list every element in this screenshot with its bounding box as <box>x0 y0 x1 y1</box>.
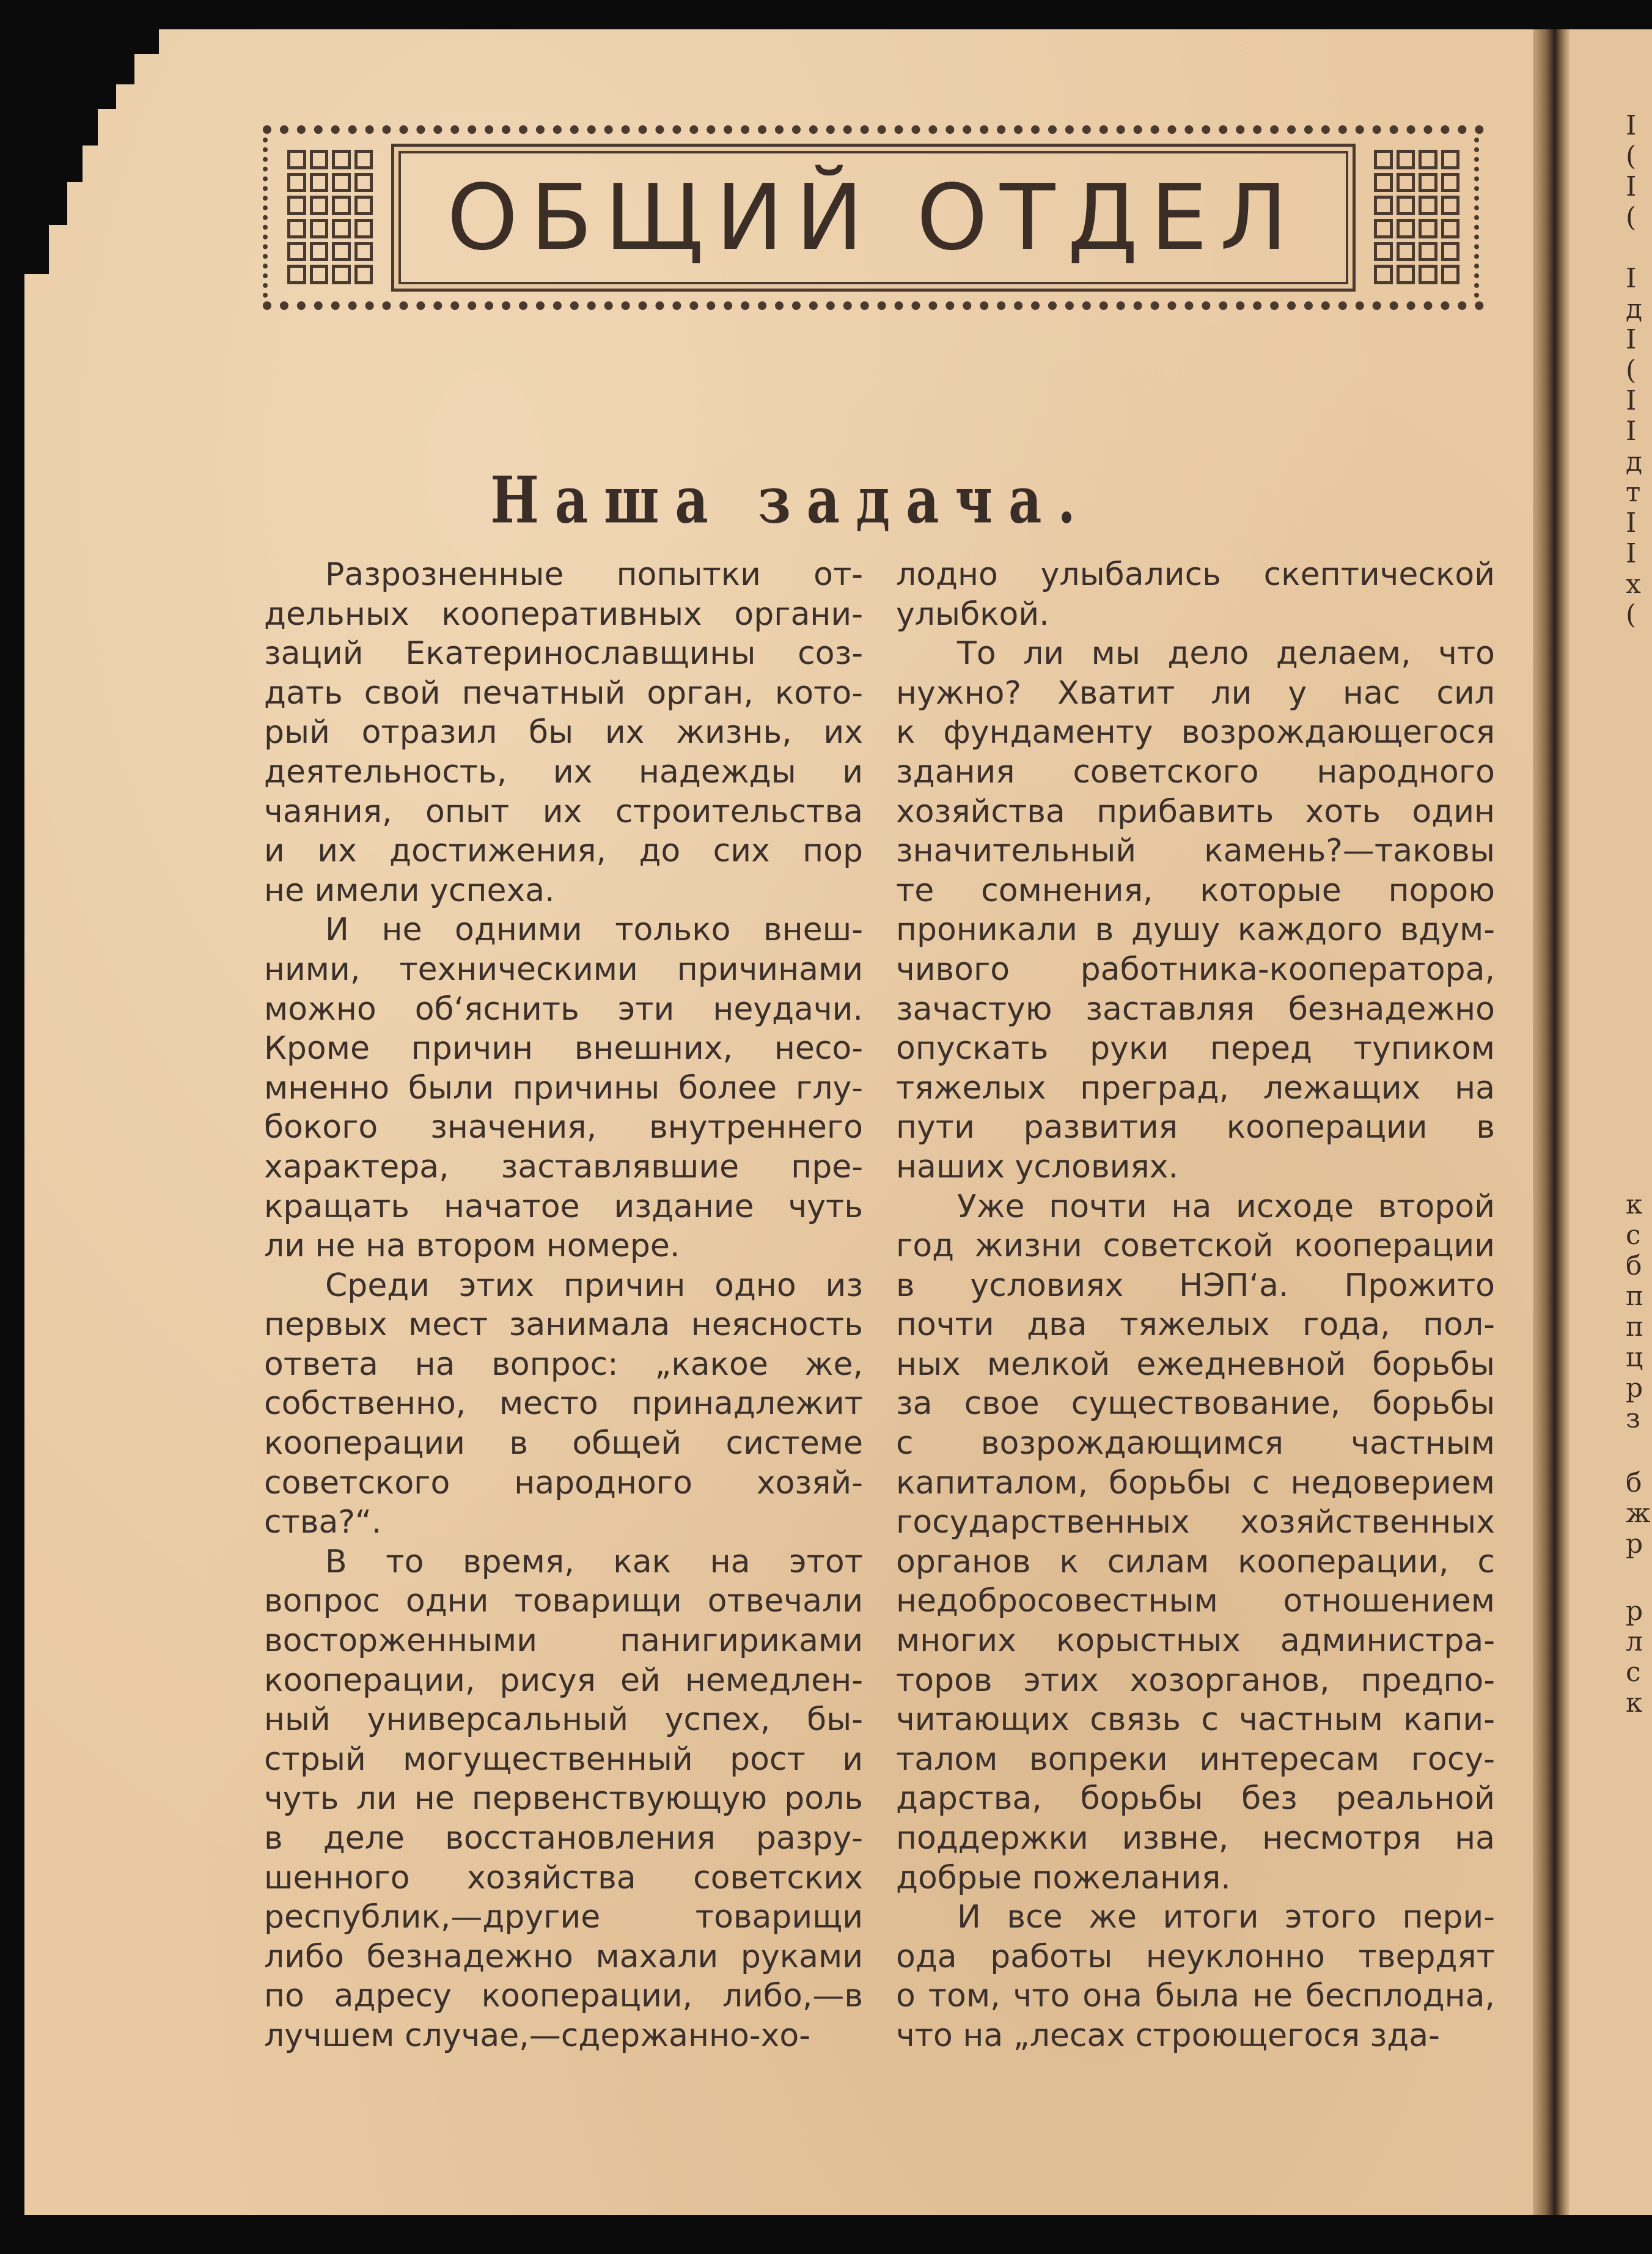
text-line: те сомнения, которые порою <box>896 872 1495 909</box>
text-line: хозяйства прибавить хоть один <box>896 793 1495 830</box>
text-line: почти два тяжелых года, пол- <box>896 1306 1495 1344</box>
adjacent-page-letter: I <box>1626 171 1637 202</box>
text-line: зачастую заставляя безнадежно <box>896 990 1495 1028</box>
adjacent-page-letter: I <box>1626 538 1637 569</box>
torn-edge <box>24 109 98 145</box>
adjacent-page-letter: р <box>1626 1528 1643 1560</box>
banner-side-left <box>263 138 273 298</box>
text-line: в условиях НЭП‘а. Прожито <box>896 1267 1495 1304</box>
adjacent-page-letter: с <box>1626 1657 1641 1688</box>
adjacent-page-letter: л <box>1626 1626 1643 1657</box>
page-fold <box>1533 29 1569 2215</box>
text-line: читающих связь с частным капи- <box>896 1701 1495 1739</box>
text-line: государственных хозяйственных <box>896 1504 1495 1541</box>
adjacent-page-letter: I <box>1626 507 1637 539</box>
article-title: Наша задача. <box>490 462 1092 538</box>
text-line: талом вопреки интересам госу- <box>896 1740 1495 1778</box>
banner-side-right <box>1474 138 1484 298</box>
text-line: можно об‘яснить эти неудачи. <box>264 990 863 1028</box>
text-line: Среди этих причин одно из <box>325 1267 863 1304</box>
text-line: бокого значения, внутреннего <box>264 1109 863 1146</box>
text-line: ними, техническими причинами <box>264 951 863 988</box>
adjacent-page-letter: ж <box>1626 1498 1651 1529</box>
torn-edge <box>24 84 116 109</box>
text-line: либо безнадежно махали руками <box>264 1938 863 1975</box>
text-line: по адресу кооперации, либо,—в <box>264 1978 863 2015</box>
adjacent-page-letter: I <box>1626 324 1637 355</box>
text-line: заций Екатеринославщины соз- <box>264 635 863 672</box>
adjacent-page-letter: п <box>1626 1281 1644 1312</box>
text-line: лодно улыбались скептической <box>896 556 1495 593</box>
text-line: кооперации в общей системе <box>264 1425 863 1462</box>
banner-ornament-right <box>1374 150 1459 284</box>
text-line: советского народного хозяй- <box>264 1464 863 1501</box>
text-line: восторженными панигириками <box>264 1622 863 1660</box>
text-line: дарства, борьбы без реальной <box>896 1780 1495 1818</box>
adjacent-page-letter: I <box>1626 110 1637 141</box>
text-line: ства?“. <box>264 1504 382 1541</box>
adjacent-page-letter: б <box>1626 1250 1642 1281</box>
text-line: здания советского народного <box>896 753 1495 790</box>
adjacent-page-letter: р <box>1626 1596 1643 1627</box>
adjacent-page-letter: I <box>1626 263 1637 294</box>
text-line: не имели успеха. <box>264 872 555 909</box>
text-line: дельных кооперативных органи- <box>264 595 863 633</box>
text-line: характера, заставлявшие пре- <box>264 1148 863 1185</box>
text-line: торов этих хозорганов, предпо- <box>896 1662 1495 1699</box>
text-line: пути развития кооперации в <box>896 1109 1495 1146</box>
text-line: И не одними только внеш- <box>325 912 863 949</box>
text-line: органов к силам кооперации, с <box>896 1543 1495 1580</box>
adjacent-page-letter: ( <box>1626 202 1637 233</box>
text-line: в деле восстановления разру- <box>264 1820 863 1857</box>
text-line: ода работы неуклонно твердят <box>896 1938 1495 1975</box>
adjacent-page-letter: I <box>1626 416 1637 447</box>
banner-ornament-left <box>287 150 373 284</box>
adjacent-page-letter: т <box>1626 477 1641 508</box>
adjacent-page-letter: к <box>1626 1687 1643 1718</box>
text-line: тяжелых преград, лежащих на <box>896 1069 1495 1107</box>
adjacent-page-letter: ц <box>1626 1342 1643 1373</box>
text-line: ных мелкой ежедневной борьбы <box>896 1346 1495 1383</box>
adjacent-page-letter: з <box>1626 1403 1640 1434</box>
text-line: деятельность, их надежды и <box>264 753 863 790</box>
text-line: ли не на втором номере. <box>264 1228 680 1265</box>
adjacent-page-letter: б <box>1626 1467 1642 1498</box>
text-line: республик,—другие товарищи <box>264 1899 863 1936</box>
text-line: значительный камень?—таковы <box>896 833 1495 870</box>
text-line: вопрос одни товарищи отвечали <box>264 1583 863 1620</box>
adjacent-page-letter: ( <box>1626 141 1637 172</box>
adjacent-page-letter: с <box>1626 1220 1641 1251</box>
text-line: улыбкой. <box>896 595 1049 633</box>
text-line: добрые пожелания. <box>896 1859 1231 1896</box>
text-line: кращать начатое издание чуть <box>264 1188 863 1225</box>
text-line: опускать руки перед тупиком <box>896 1030 1495 1067</box>
text-line: кооперации, рисуя ей немедлен- <box>264 1662 863 1699</box>
text-line: наших условиях. <box>896 1148 1178 1185</box>
adjacent-page-letter: п <box>1626 1311 1644 1342</box>
text-line: нужно? Хватит ли у нас сил <box>896 674 1495 712</box>
text-line: рый отразил бы их жизнь, их <box>264 714 863 751</box>
text-line: о том, что она была не бесплодна, <box>896 1978 1495 2015</box>
text-line: первых мест занимала неясность <box>264 1306 863 1344</box>
text-line: дать свой печатный орган, кото- <box>264 674 863 712</box>
adjacent-page-letter: д <box>1626 446 1643 477</box>
text-line: что на „лесах строющегося зда- <box>896 2017 1440 2054</box>
adjacent-page-letter: д <box>1626 293 1643 325</box>
adjacent-page-letter: р <box>1626 1372 1643 1404</box>
text-line: капиталом, борьбы с недоверием <box>896 1464 1495 1501</box>
torn-edge <box>24 29 159 54</box>
text-line: мненно были причины более глу- <box>264 1069 863 1107</box>
text-line: В то время, как на этот <box>325 1543 863 1580</box>
text-line: с возрождающимся частным <box>896 1425 1495 1462</box>
adjacent-page <box>1569 29 1652 2215</box>
adjacent-page-letter: I <box>1626 385 1637 416</box>
section-title: ОБЩИЙ ОТДЕЛ <box>447 165 1300 270</box>
text-line: и их достижения, до сих пор <box>264 833 863 870</box>
text-line: лучшем случае,—сдержанно-хо- <box>264 2017 810 2054</box>
text-line: многих корыстных администра- <box>896 1622 1495 1660</box>
text-line: собственно, место принадлежит <box>264 1385 863 1423</box>
adjacent-page-letter: к <box>1626 1189 1643 1220</box>
adjacent-page-letter: ( <box>1626 355 1637 386</box>
torn-edge <box>24 54 134 84</box>
text-line: стрый могущественный рост и <box>264 1740 863 1778</box>
text-line: ный универсальный успех, бы- <box>264 1701 863 1739</box>
text-line: чаяния, опыт их строительства <box>264 793 863 830</box>
text-line: чуть ли не первенствующую роль <box>264 1780 863 1818</box>
text-line: То ли мы дело делаем, что <box>957 635 1495 672</box>
text-line: Кроме причин внешних, несо- <box>264 1030 863 1067</box>
text-line: год жизни советской кооперации <box>896 1228 1495 1265</box>
text-line: Разрозненные попытки от- <box>325 556 863 593</box>
article-column-right <box>896 555 1495 2056</box>
text-line: шенного хозяйства советских <box>264 1859 863 1896</box>
section-banner <box>263 125 1484 310</box>
text-line: ответа на вопрос: „какое же, <box>264 1346 863 1383</box>
text-line: недобросовестным отношением <box>896 1583 1495 1620</box>
torn-edge <box>24 182 67 225</box>
article-column-left <box>264 555 863 2056</box>
adjacent-page-letter: ( <box>1626 599 1637 630</box>
text-line: проникали в душу каждого вдум- <box>896 912 1495 949</box>
text-line: за свое существование, борьбы <box>896 1385 1495 1423</box>
text-line: И все же итоги этого пери- <box>957 1899 1495 1936</box>
text-line: к фундаменту возрождающегося <box>896 714 1495 751</box>
torn-edge <box>24 225 49 274</box>
adjacent-page-letter: х <box>1626 569 1641 600</box>
torn-edge <box>24 145 83 182</box>
text-line: чивого работника-кооператора, <box>896 951 1495 988</box>
text-line: поддержки извне, несмотря на <box>896 1820 1495 1857</box>
text-line: Уже почти на исходе второй <box>957 1188 1495 1225</box>
